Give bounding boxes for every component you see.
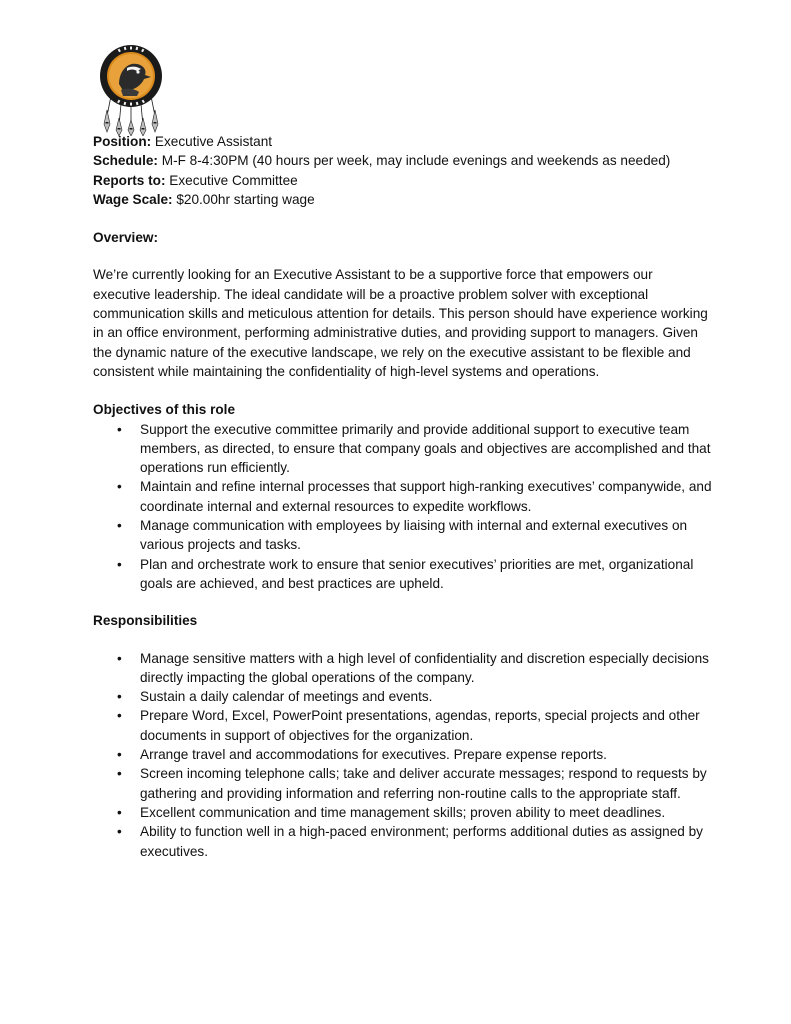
list-item-text: Manage sensitive matters with a high level of confidentiality and discretion especially decisions directly impacting the global operations of the company. <box>140 650 709 685</box>
list-item-text: Arrange travel and accommodations for executives. Prepare expense reports. <box>140 747 607 763</box>
reports-to-value: Executive Committee <box>165 172 298 188</box>
list-item-text: Screen incoming telephone calls; take and deliver accurate messages; respond to requests by gathering and providing information and referring non-routine calls to the appropriate staff. <box>140 766 707 801</box>
bullet-icon: • <box>117 421 122 437</box>
list-item <box>93 822 713 861</box>
schedule-label: Schedule: <box>93 153 158 169</box>
list-item-text: Manage communication with employees by liaising with internal and external executives on various projects and tasks. <box>140 518 688 553</box>
list-item-text: Ability to function well in a high-paced environment; performs additional duties as assigned by executives. <box>140 824 703 859</box>
reports-to-label: Reports to: <box>93 172 166 188</box>
bullet-icon: • <box>117 518 122 534</box>
overview-heading: Overview: <box>93 230 158 246</box>
list-item <box>93 555 713 594</box>
bullet-icon: • <box>117 650 122 666</box>
list-item-text: Plan and orchestrate work to ensure that senior executives’ priorities are met, organizational goals are achieved, and best practices are upheld. <box>140 556 694 591</box>
reports-to-line <box>93 171 713 190</box>
objectives-heading: Objectives of this role <box>93 402 236 418</box>
schedule-value: M-F 8-4:30PM (40 hours per week, may include evenings and weekends as needed) <box>157 153 671 169</box>
bullet-icon: • <box>117 747 122 763</box>
list-item-text: Excellent communication and time management skills; proven ability to meet deadlines. <box>140 804 666 820</box>
bullet-icon: • <box>117 708 122 724</box>
list-item-text: Support the executive committee primarily and provide additional support to executive team members, as directed, to ensure that company goals and objectives are accomplished and that operations run efficiently. <box>140 421 711 476</box>
wage-scale-value: $20.00hr starting wage <box>172 191 315 207</box>
position-label: Position: <box>93 134 152 149</box>
list-item-text: Sustain a daily calendar of meetings and events. <box>140 689 433 705</box>
position-line <box>93 132 713 151</box>
tribe-seal-logo <box>97 44 167 136</box>
overview-paragraph: We’re currently looking for an Executive Assistant to be a supportive force that empowers our executive leadership. The ideal candidate will be a proactive problem solver with exceptional communication skills and meticulous attention for details. This person should have experience working in an office environment, performing administrative duties, and providing support to managers. Given the dynamic nature of the executive landscape, we rely on the executive assistant to be flexible and consistent while maintaining the confidentiality of high-level systems and operations. <box>93 267 708 379</box>
schedule-line <box>93 151 713 170</box>
document-body <box>93 132 713 861</box>
bullet-icon: • <box>117 556 122 572</box>
list-item <box>93 706 713 745</box>
objectives-list <box>93 420 713 594</box>
list-item <box>93 649 713 688</box>
wage-scale-line <box>93 190 713 209</box>
bullet-icon: • <box>117 479 122 495</box>
list-item <box>93 745 713 764</box>
list-item-text: Maintain and refine internal processes that support high-ranking executives’ companywide, and coordinate internal and external resources to expedite workflows. <box>140 479 712 514</box>
list-item <box>93 687 713 706</box>
responsibilities-heading: Responsibilities <box>93 613 198 629</box>
list-item <box>93 803 713 822</box>
position-value: Executive Assistant <box>151 134 273 149</box>
bullet-icon: • <box>117 689 122 705</box>
list-item <box>93 420 713 478</box>
list-item <box>93 477 713 516</box>
bullet-icon: • <box>117 824 122 840</box>
bullet-icon: • <box>117 804 122 820</box>
list-item-text: Prepare Word, Excel, PowerPoint presentations, agendas, reports, special projects and other documents in support of objectives for the organization. <box>140 708 700 743</box>
bullet-icon: • <box>117 766 122 782</box>
responsibilities-list <box>93 649 713 861</box>
wage-scale-label: Wage Scale: <box>93 191 173 207</box>
list-item <box>93 764 713 803</box>
list-item <box>93 516 713 555</box>
